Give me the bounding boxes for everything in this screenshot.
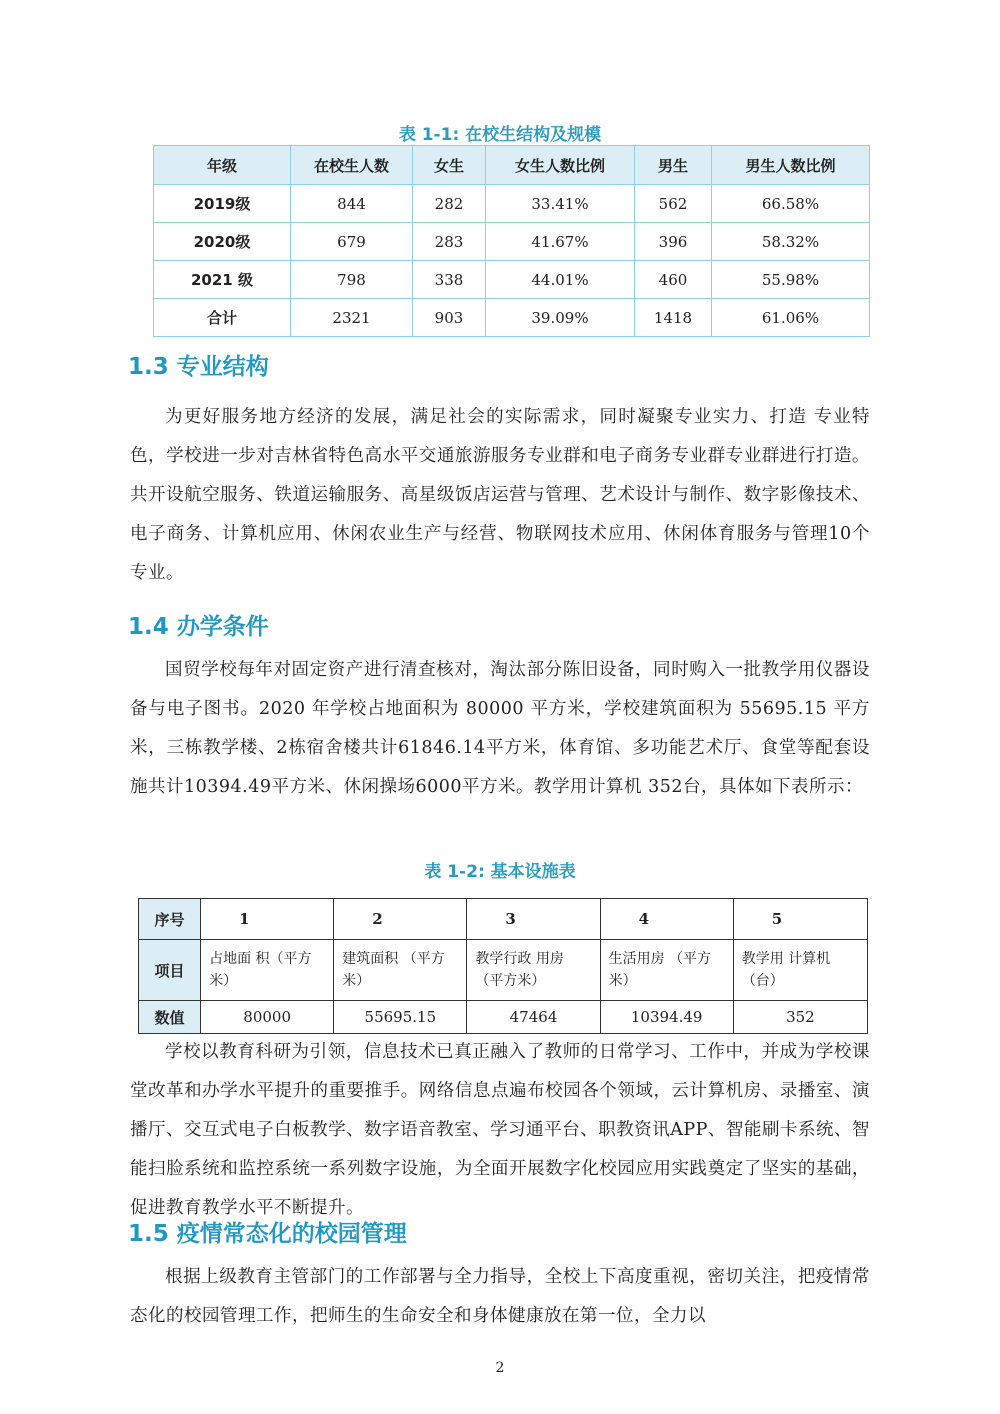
table-cell: 55695.15 [334,1001,467,1034]
section-heading-1-3: 1.3 专业结构 [128,354,269,380]
table-cell: 66.58% [712,185,870,223]
column-header: 男生 [635,146,712,185]
table-cell: 460 [635,261,712,299]
table-cell: 占地面 积（平方米） [201,940,334,1001]
row-label: 序号 [139,899,201,940]
table-cell: 396 [635,223,712,261]
table-cell: 5 [733,899,867,940]
table-row [154,223,870,261]
paragraph-text: 学校以教育科研为引领，信息技术已真正融入了教师的日常学习、工作中，并成为学校课堂改革和办学水平提升的重要推手。网络信息点遍布校园各个领域，云计算机房、录播室、演播厅、交互式电子白板教学、数字语音教室、学习通平台、职教资讯APP、智能刷卡系统、智能扫脸系统和监控系统一系列数字设施，为全面开展数字化校园应用实践奠定了坚实的基础，促进教育教学水平不断提升。 [130,1042,870,1218]
table-cell: 2021 级 [154,261,291,299]
paragraph-text: 根据上级教育主管部门的工作部署与全力指导，全校上下高度重视，密切关注，把疫情常态化的校园管理工作，把师生的生命安全和身体健康放在第一位，全力以 [130,1267,870,1326]
section-heading-1-5: 1.5 疫情常态化的校园管理 [128,1221,407,1247]
page-number: 2 [495,1360,505,1376]
column-header: 女生 [413,146,486,185]
table2-caption: 表 1-2: 基本设施表 [424,862,576,882]
table-row [154,299,870,337]
table-cell: 679 [291,223,413,261]
table-cell: 教学行政 用房（平方米） [467,940,600,1001]
table-cell: 33.41% [486,185,635,223]
column-header: 在校生人数 [291,146,413,185]
table-cell: 903 [413,299,486,337]
table-cell: 55.98% [712,261,870,299]
row-label: 项目 [139,940,201,1001]
column-header: 年级 [154,146,291,185]
table-cell: 798 [291,261,413,299]
table-cell: 47464 [467,1001,600,1034]
column-header: 男生人数比例 [712,146,870,185]
paragraph-school-conditions [130,651,870,807]
table-cell: 844 [291,185,413,223]
table-row [154,185,870,223]
table-cell: 1 [201,899,334,940]
table-cell: 建筑面积 （平方米） [334,940,467,1001]
table-cell: 282 [413,185,486,223]
paragraph-major-structure [130,398,870,593]
table-cell: 生活用房 （平方米） [600,940,733,1001]
table-cell: 41.67% [486,223,635,261]
table-cell: 合计 [154,299,291,337]
table-cell: 3 [467,899,600,940]
paragraph-text: 为更好服务地方经济的发展，满足社会的实际需求，同时凝聚专业实力、打造 专业特色，学校进一步对吉林省特色高水平交通旅游服务专业群和电子商务专业群专业群进行打造。共开设航空服务、铁道运输服务、高星级饭店运营与管理、艺术设计与制作、数字影像技术、电子商务、计算机应用、休闲农业生产与经营、物联网技术应用、休闲体育服务与管理10个专业。 [130,407,870,583]
table-cell: 2020级 [154,223,291,261]
row-label: 数值 [139,1001,201,1034]
table-header-row [154,146,870,185]
table-cell: 80000 [201,1001,334,1034]
table-row [139,899,868,940]
table-cell: 61.06% [712,299,870,337]
table-cell: 39.09% [486,299,635,337]
table-cell: 58.32% [712,223,870,261]
table-cell: 338 [413,261,486,299]
table-cell: 352 [733,1001,867,1034]
student-structure-table [153,145,870,337]
table-cell: 44.01% [486,261,635,299]
table-cell: 1418 [635,299,712,337]
table-cell: 2 [334,899,467,940]
table1-caption: 表 1-1: 在校生结构及规模 [398,125,602,145]
table-cell: 562 [635,185,712,223]
facilities-table [138,898,868,1034]
table-row [139,940,868,1001]
section-heading-1-4: 1.4 办学条件 [128,614,269,640]
paragraph-text: 国贸学校每年对固定资产进行清查核对，淘汰部分陈旧设备，同时购入一批教学用仪器设备与电子图书。2020 年学校占地面积为 80000 平方米，学校建筑面积为 55695.15 平方米，三栋教学楼、2栋宿舍楼共计61846.14平方米，体育馆、多功能艺术厅、食堂等配套设施共计10394.49平方米、休闲操场6000平方米。教学用计算机 352台，具体如下表所示： [130,660,870,797]
table-row [139,1001,868,1034]
table-cell: 2321 [291,299,413,337]
paragraph-epidemic-management [130,1258,870,1336]
table-cell: 10394.49 [600,1001,733,1034]
table-cell: 4 [600,899,733,940]
table-cell: 283 [413,223,486,261]
paragraph-information-tech [130,1033,870,1228]
column-header: 女生人数比例 [486,146,635,185]
table-cell: 教学用 计算机（台） [733,940,867,1001]
table-row [154,261,870,299]
table-cell: 2019级 [154,185,291,223]
